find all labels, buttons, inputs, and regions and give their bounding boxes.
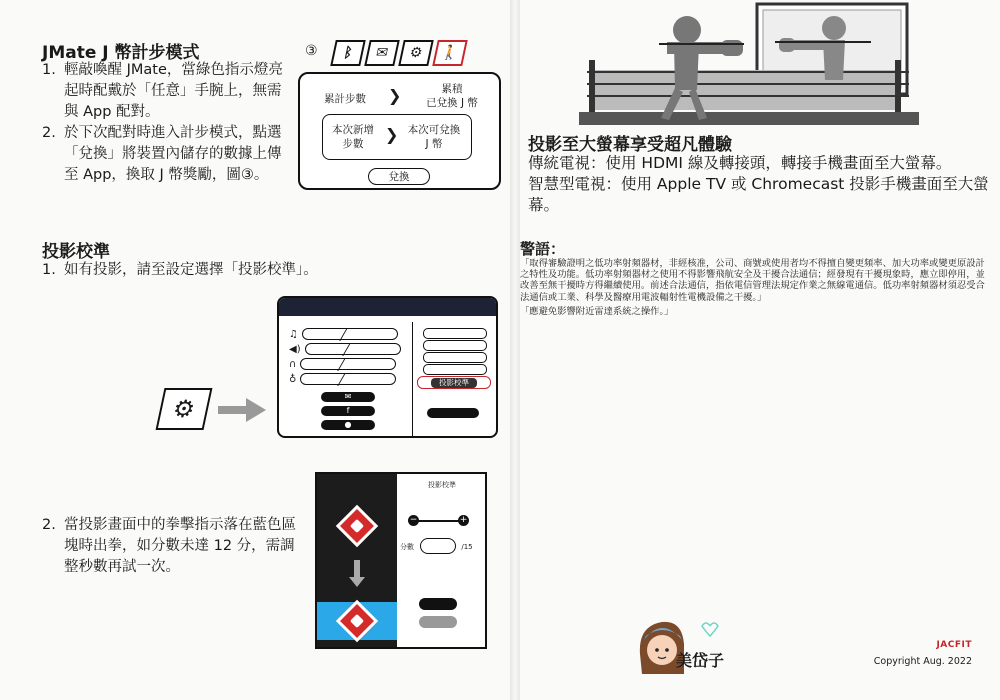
brand-logo: JACFIT	[936, 640, 972, 650]
new-steps-box: 本次新增 步數 ❯ 本次可兌換 J 幣	[322, 114, 472, 160]
facebook-icon[interactable]: f	[321, 406, 375, 416]
score-label: 分數	[400, 543, 414, 551]
warning-title: 警語：	[520, 240, 566, 258]
chevron-right-icon: ❯	[388, 86, 402, 105]
mail-icon[interactable]: ✉	[321, 392, 375, 402]
jcoin-steps	[42, 60, 287, 186]
score-total: /15	[461, 543, 473, 551]
projection-title: 投影至大螢幕享受超凡體驗	[528, 135, 732, 155]
section-title-calibration: 投影校準	[42, 242, 110, 262]
redeem-button[interactable]: 兌換	[368, 168, 430, 185]
warning-text: 「取得審驗證明之低功率射頻器材，非經核准，公司、商號或使用者均不得擅自變更頻率、加大功率或變更原設計之特性及功能。低功率射頻器材之使用不得影響飛航安全及干擾合法通信；經發現有干擾現象時，應立即停用，並改善至無干擾時方得繼續使用。前述合法通信，指依電信管理法規定作業之無線電通信。低功率射頻器材須忍受合法通信或工業、科學及醫療用電波輻射性電機設備之干擾。」 「應避免影響附近雷達系統之操作。」	[520, 258, 985, 317]
settings-screen	[277, 296, 498, 438]
chevron-right-icon: ❯	[385, 125, 399, 144]
calibration-steps	[42, 260, 362, 281]
calibration-step2	[42, 515, 307, 578]
step-item: 1. 輕敲喚醒 JMate，當綠色指示燈亮起時配戴於「任意」手腕上，無需與 App 配對。	[42, 62, 283, 120]
music-icon: ♫	[289, 328, 298, 340]
minus-button[interactable]: −	[409, 515, 418, 525]
walking-coin-icon[interactable]: 🚶	[432, 40, 468, 66]
settings-gear-icon[interactable]: ⚙	[156, 388, 213, 430]
signature-text: 美岱子	[676, 651, 725, 670]
headphones-icon: ∩	[289, 358, 297, 370]
apple-icon[interactable]: ●	[321, 420, 375, 430]
arrow-right-icon	[218, 406, 246, 414]
plus-button[interactable]: +	[459, 515, 468, 525]
step-item: 2. 於下次配對時進入計步模式，點選「兌換」將裝置內儲存的數據上傳至 App，換取 J 幣獎勵，圖③。	[42, 125, 282, 183]
app-icon-bar	[333, 40, 465, 66]
mail-icon[interactable]: ✉	[364, 40, 400, 66]
section-title-jcoin-mode: JMate J 幣計步模式	[42, 43, 200, 63]
step-item: 1. 如有投影，請至設定選擇「投影校準」。	[42, 262, 318, 278]
right-page	[520, 0, 1000, 700]
projection-body: 傳統電視：使用 HDMI 線及轉接頭，轉接手機畫面至大螢幕。 智慧型電視：使用 Apple TV 或 Chromecast 投影手機畫面至大螢幕。	[528, 154, 989, 214]
speaker-icon: ◀)	[289, 343, 301, 355]
bluetooth-icon[interactable]: ᛒ	[330, 40, 366, 66]
copyright: Copyright Aug. 2022	[873, 656, 972, 667]
gear-icon[interactable]: ⚙	[398, 40, 434, 66]
phone-title: 投影校準	[428, 481, 456, 489]
figure-marker: ③	[305, 43, 318, 59]
step-item: 2. 當投影畫面中的拳擊指示落在藍色區塊時出拳，如分數未達 12 分，需調整秒數再試一次。	[42, 517, 296, 575]
total-steps-label: 累計步數	[324, 93, 366, 105]
calibration-menu-item[interactable]: 投影校準	[417, 376, 491, 389]
redeemed-label: 累積 已兌換 J 幣	[426, 83, 478, 109]
boxing-tv-illustration	[579, 0, 919, 125]
mic-icon: ♁	[289, 373, 297, 385]
reset-button[interactable]	[419, 616, 457, 628]
jcoin-panel	[298, 72, 501, 190]
start-button[interactable]	[419, 598, 457, 610]
arrow-down-icon	[354, 560, 360, 578]
score-field	[420, 538, 456, 554]
calibration-phone-screen	[315, 472, 487, 649]
